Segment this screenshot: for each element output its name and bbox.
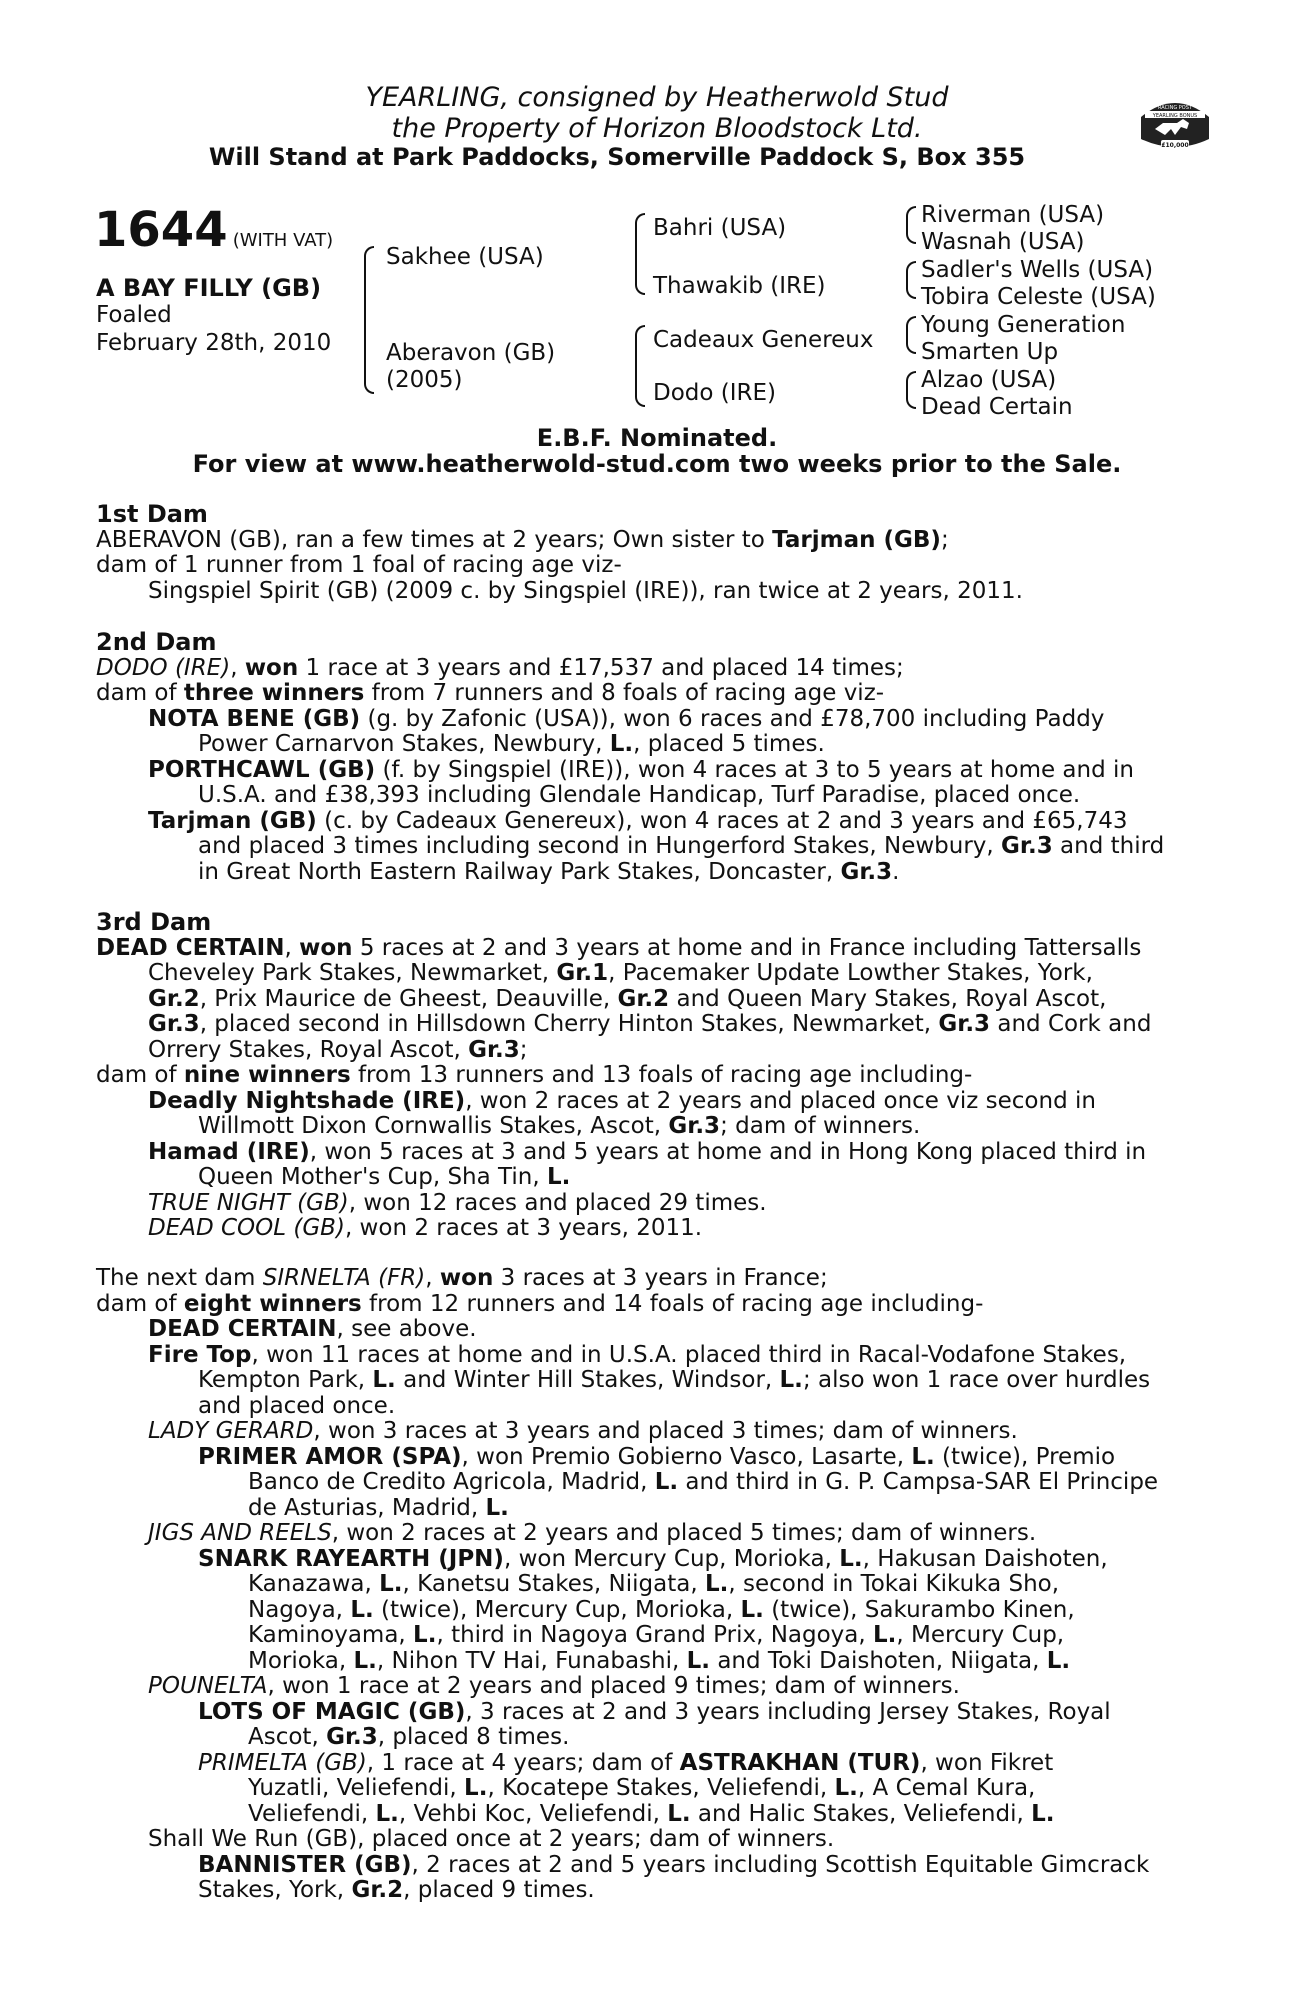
pedigree-dam: Aberavon (GB): [386, 340, 556, 366]
next-dam-produce: Kanazawa, L., Kanetsu Stakes, Niigata, L., second in Tokai Kikuka Sho,: [248, 1571, 1060, 1597]
third-dam-title: 3rd Dam: [96, 908, 212, 936]
next-dam-produce: Kaminoyama, L., third in Nagoya Grand Prix, Nagoya, L., Mercury Cup,: [248, 1622, 1065, 1648]
next-dam-produce: SNARK RAYEARTH (JPN), won Mercury Cup, Morioka, L., Hakusan Daishoten,: [198, 1545, 1108, 1572]
next-dam-produce: Stakes, York, Gr.2, placed 9 times.: [198, 1877, 595, 1903]
next-dam-produce: Morioka, L., Nihon TV Hai, Funabashi, L. and Toki Daishoten, Niigata, L.: [248, 1647, 1071, 1674]
second-dam-produce: Power Carnarvon Stakes, Newbury, L., placed 5 times.: [198, 731, 825, 757]
third-dam-produce: TRUE NIGHT (GB), won 12 races and placed 29 times.: [148, 1189, 767, 1216]
pedigree-sire: Sakhee (USA): [386, 244, 544, 270]
next-dam-produce: Fire Top, won 11 races at home and in U.S.A. placed third in Racal-Vodafone Stakes,: [148, 1341, 1127, 1368]
next-dam-produce: POUNELTA, won 1 race at 2 years and placed 9 times; dam of winners.: [148, 1673, 960, 1699]
next-dam-line: The next dam SIRNELTA (FR), won 3 races at 3 years in France;: [96, 1265, 828, 1291]
third-dam-produce: Queen Mother's Cup, Sha Tin, L.: [198, 1164, 571, 1190]
next-dam-produce: PRIMELTA (GB), 1 race at 4 years; dam of ASTRAKHAN (TUR), won Fikret: [198, 1749, 1054, 1776]
third-dam-line: Cheveley Park Stakes, Newmarket, Gr.1, Pacemaker Update Lowther Stakes, York,: [148, 960, 1093, 986]
svg-text:YEARLING BONUS: YEARLING BONUS: [1152, 113, 1198, 119]
third-dam-section: [96, 910, 1206, 1242]
pedigree-sire-dam: Thawakib (IRE): [653, 273, 826, 299]
pedigree-gen3-3: Sadler's Wells (USA): [921, 257, 1154, 283]
svg-text:£10,000: £10,000: [1161, 142, 1189, 149]
pedigree-dam-sire: Cadeaux Genereux: [653, 327, 874, 353]
second-dam-produce: in Great North Eastern Railway Park Stakes, Doncaster, Gr.3.: [198, 858, 900, 885]
pedigree-dam-dam: Dodo (IRE): [653, 380, 777, 406]
second-dam-line: dam of three winners from 7 runners and 8 foals of racing age viz-: [96, 680, 885, 706]
gen3-brace-2: [906, 261, 916, 299]
sire-dam-brace: [364, 246, 374, 394]
pedigree-gen3-5: Young Generation: [921, 312, 1126, 338]
third-dam-line: DEAD CERTAIN, won 5 races at 2 and 3 years at home and in France including Tattersalls: [96, 934, 1142, 961]
lot-description: A BAY FILLY (GB): [96, 274, 322, 302]
next-dam-produce: Nagoya, L. (twice), Mercury Cup, Morioka, L. (twice), Sakurambo Kinen,: [248, 1596, 1075, 1623]
second-dam-produce: NOTA BENE (GB) (g. by Zafonic (USA)), won 6 races and £78,700 including Paddy: [148, 705, 1105, 732]
third-dam-line: Gr.2, Prix Maurice de Gheest, Deauville, Gr.2 and Queen Mary Stakes, Royal Ascot,: [148, 985, 1107, 1012]
third-dam-produce: Hamad (IRE), won 5 races at 3 and 5 years at home and in Hong Kong placed third in: [148, 1138, 1147, 1165]
header-line-3: Will Stand at Park Paddocks, Somerville Paddock S, Box 355: [208, 143, 1026, 171]
third-dam-produce: Deadly Nightshade (IRE), won 2 races at 2 years and placed once viz second in: [148, 1087, 1096, 1114]
next-dam-produce: JIGS AND REELS, won 2 races at 2 years and placed 5 times; dam of winners.: [148, 1520, 1037, 1546]
next-dam-produce: and placed once.: [198, 1392, 396, 1419]
third-dam-produce: Willmott Dixon Cornwallis Stakes, Ascot, Gr.3; dam of winners.: [198, 1113, 921, 1139]
pedigree-gen3-8: Dead Certain: [921, 394, 1073, 420]
lot-number-block: [94, 202, 333, 258]
pedigree-gen3-2: Wasnah (USA): [921, 229, 1085, 255]
yearling-bonus-badge: [1137, 95, 1213, 153]
third-dam-line: Orrery Stakes, Royal Ascot, Gr.3;: [148, 1036, 528, 1063]
gen3-brace-4: [906, 371, 916, 409]
pedigree-sire-sire: Bahri (USA): [653, 215, 787, 241]
next-dam-produce: LADY GERARD, won 3 races at 3 years and placed 3 times; dam of winners.: [148, 1418, 1018, 1444]
pedigree-dam-year: (2005): [386, 367, 463, 393]
second-dam-produce: PORTHCAWL (GB) (f. by Singspiel (IRE)), won 4 races at 3 to 5 years at home and in: [148, 756, 1134, 783]
third-dam-line: dam of nine winners from 13 runners and 13 foals of racing age including-: [96, 1062, 973, 1088]
foaled-label: Foaled: [96, 302, 172, 328]
first-dam-line: ABERAVON (GB), ran a few times at 2 years; Own sister to Tarjman (GB);: [96, 526, 949, 553]
next-dam-produce: Kempton Park, L. and Winter Hill Stakes, Windsor, L.; also won 1 race over hurdles: [198, 1367, 1151, 1393]
next-dam-produce: Banco de Credito Agricola, Madrid, L. and third in G. P. Campsa-SAR El Principe: [248, 1469, 1159, 1495]
pedigree-gen3-1: Riverman (USA): [921, 202, 1105, 228]
gen3-brace-3: [906, 316, 916, 354]
header-line-1: YEARLING, consigned by Heatherwold Stud: [365, 82, 949, 113]
first-dam-line: dam of 1 runner from 1 foal of racing age viz-: [96, 552, 622, 578]
next-dam-produce: Ascot, Gr.3, placed 8 times.: [248, 1724, 570, 1750]
first-dam-produce: Singspiel Spirit (GB) (2009 c. by Singspiel (IRE)), ran twice at 2 years, 2011.: [148, 577, 1023, 604]
second-dam-produce: U.S.A. and £38,393 including Glendale Handicap, Turf Paradise, placed once.: [198, 782, 1081, 808]
next-dam-produce: LOTS OF MAGIC (GB), 3 races at 2 and 3 years including Jersey Stakes, Royal: [198, 1698, 1111, 1725]
gen3-brace-1: [906, 206, 916, 244]
next-dam-produce: de Asturias, Madrid, L.: [248, 1494, 509, 1521]
second-dam-section: [96, 630, 1206, 885]
dam-parents-brace: [635, 325, 645, 407]
third-dam-produce: DEAD COOL (GB), won 2 races at 3 years, 2011.: [148, 1215, 703, 1241]
svg-text:RACING POST: RACING POST: [1158, 105, 1192, 111]
next-dam-section: [96, 1266, 1206, 1904]
next-dam-line: dam of eight winners from 12 runners and 14 foals of racing age including-: [96, 1290, 984, 1317]
first-dam-title: 1st Dam: [96, 500, 208, 528]
next-dam-produce: BANNISTER (GB), 2 races at 2 and 5 years including Scottish Equitable Gimcrack: [198, 1851, 1150, 1878]
second-dam-produce: and placed 3 times including second in Hungerford Stakes, Newbury, Gr.3 and third: [198, 833, 1165, 859]
pedigree-gen3-6: Smarten Up: [921, 339, 1059, 365]
lot-number: 1644: [94, 202, 228, 258]
second-dam-title: 2nd Dam: [96, 628, 217, 656]
next-dam-produce: DEAD CERTAIN, see above.: [148, 1316, 477, 1342]
next-dam-produce: PRIMER AMOR (SPA), won Premio Gobierno Vasco, Lasarte, L. (twice), Premio: [198, 1443, 1116, 1470]
view-note: For view at www.heatherwold-stud.com two weeks prior to the Sale.: [192, 450, 1122, 478]
lot-vat: (WITH VAT): [232, 230, 334, 251]
next-dam-produce: Veliefendi, L., Vehbi Koc, Veliefendi, L. and Halic Stakes, Veliefendi, L.: [248, 1800, 1055, 1827]
third-dam-line: Gr.3, placed second in Hillsdown Cherry Hinton Stakes, Newmarket, Gr.3 and Cork and: [148, 1011, 1152, 1037]
pedigree-gen3-7: Alzao (USA): [921, 367, 1057, 393]
pedigree-gen3-4: Tobira Celeste (USA): [921, 284, 1156, 310]
next-dam-produce: Shall We Run (GB), placed once at 2 years; dam of winners.: [148, 1826, 835, 1852]
sire-parents-brace: [635, 213, 645, 295]
next-dam-produce: Yuzatli, Veliefendi, L., Kocatepe Stakes, Veliefendi, L., A Cemal Kura,: [248, 1775, 1036, 1801]
ebf-note: E.B.F. Nominated.: [536, 424, 778, 452]
second-dam-line: DODO (IRE), won 1 race at 3 years and £17,537 and placed 14 times;: [96, 654, 904, 681]
second-dam-produce: Tarjman (GB) (c. by Cadeaux Genereux), won 4 races at 2 and 3 years and £65,743: [148, 807, 1128, 834]
foaled-date: February 28th, 2010: [96, 330, 332, 356]
header-line-2: the Property of Horizon Bloodstock Ltd.: [391, 113, 923, 144]
first-dam-section: [96, 502, 1206, 604]
